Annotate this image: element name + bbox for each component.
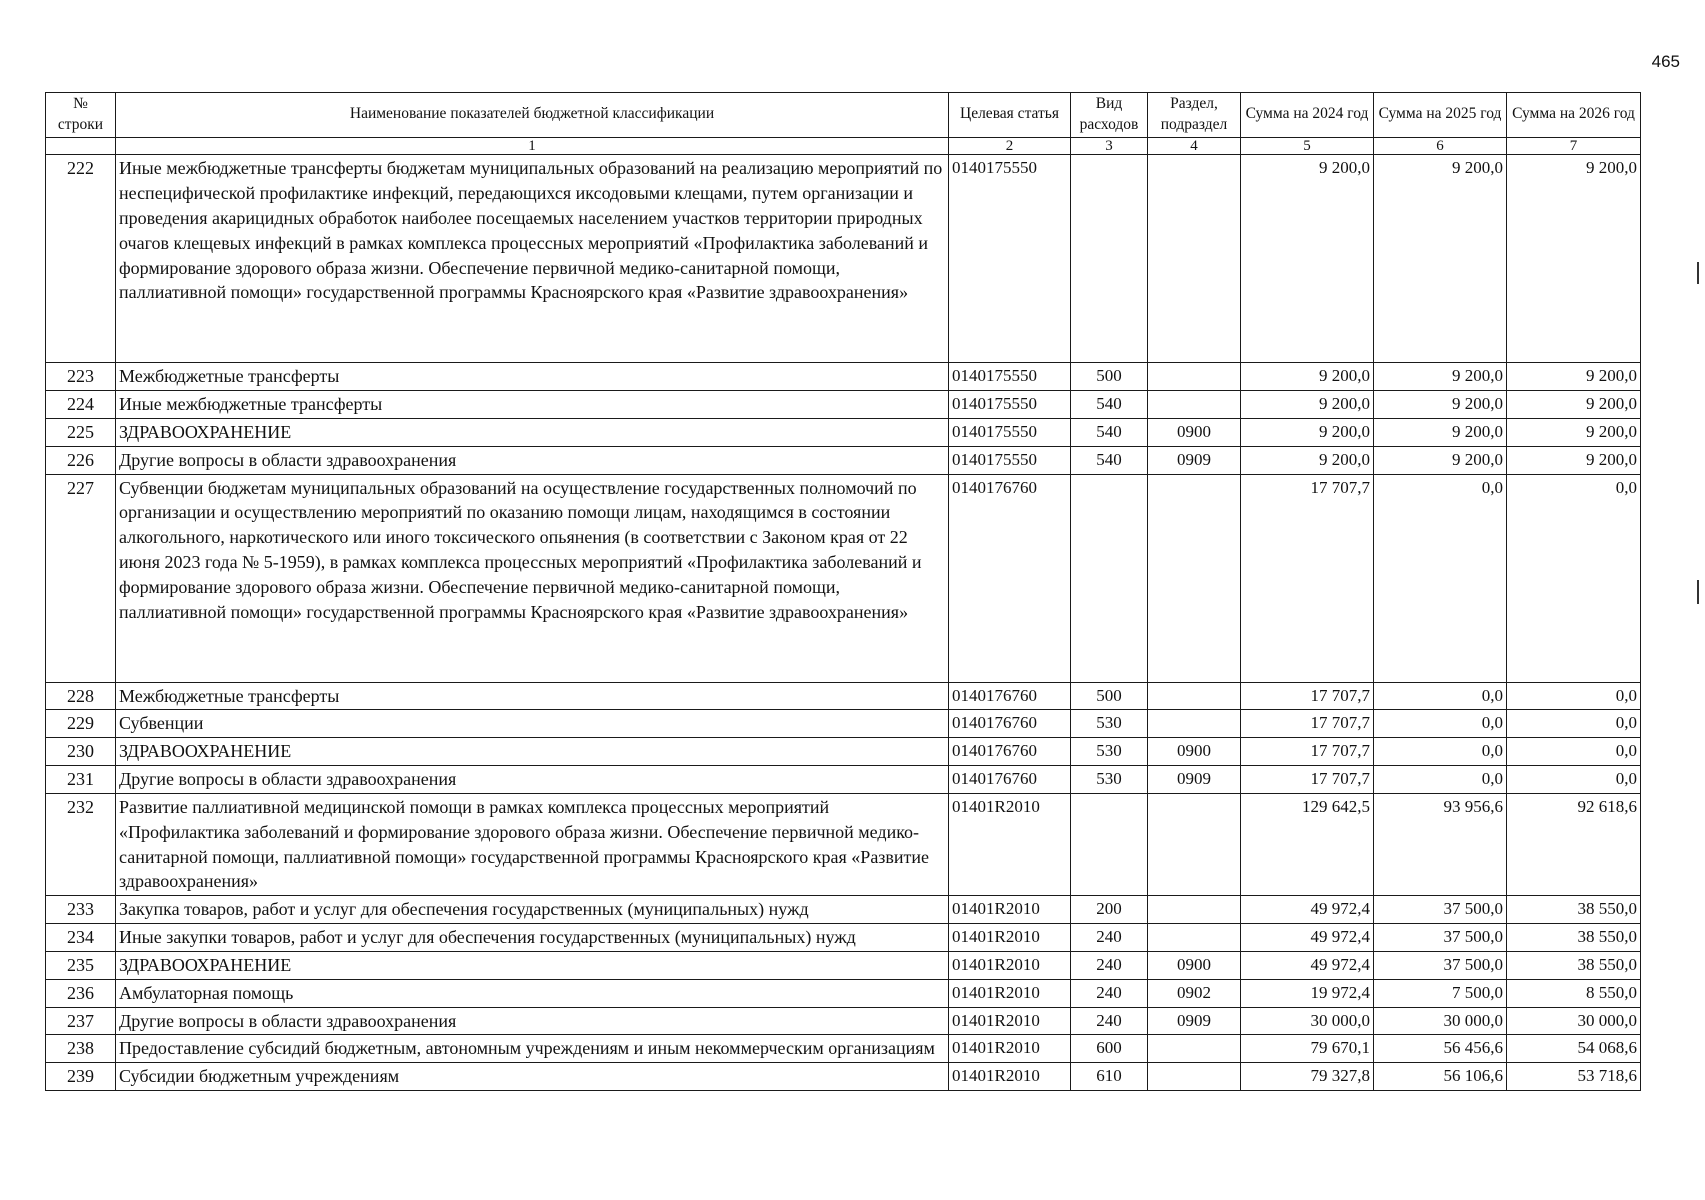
row-sum-2024: 129 642,5 [1241, 793, 1374, 895]
row-name: ЗДРАВООХРАНЕНИЕ [116, 738, 949, 766]
row-target: 0140175550 [949, 391, 1071, 419]
row-sum-2025: 7 500,0 [1374, 979, 1507, 1007]
header-expense-type: Вид расходов [1071, 93, 1148, 138]
row-name: ЗДРАВООХРАНЕНИЕ [116, 951, 949, 979]
row-target: 0140176760 [949, 766, 1071, 794]
row-number: 235 [46, 951, 116, 979]
row-sum-2026: 9 200,0 [1507, 363, 1641, 391]
row-sum-2026: 9 200,0 [1507, 155, 1641, 363]
column-number-row [46, 137, 1641, 155]
row-target: 0140176760 [949, 738, 1071, 766]
table-row [46, 896, 1641, 924]
table-row [46, 1007, 1641, 1035]
row-expense-type: 530 [1071, 766, 1148, 794]
row-expense-type: 600 [1071, 1035, 1148, 1063]
row-target: 0140176760 [949, 682, 1071, 710]
row-sum-2024: 17 707,7 [1241, 766, 1374, 794]
row-section: 0909 [1148, 1007, 1241, 1035]
column-number: 3 [1071, 137, 1148, 155]
row-sum-2026: 8 550,0 [1507, 979, 1641, 1007]
table-row [46, 979, 1641, 1007]
row-sum-2026: 9 200,0 [1507, 446, 1641, 474]
row-name: Амбулаторная помощь [116, 979, 949, 1007]
row-name: Другие вопросы в области здравоохранения [116, 766, 949, 794]
row-sum-2026: 0,0 [1507, 474, 1641, 682]
table-row [46, 363, 1641, 391]
column-number: 6 [1374, 137, 1507, 155]
header-sum-2024: Сумма на 2024 год [1241, 93, 1374, 138]
row-sum-2025: 0,0 [1374, 682, 1507, 710]
row-sum-2024: 49 972,4 [1241, 924, 1374, 952]
row-sum-2025: 37 500,0 [1374, 896, 1507, 924]
row-sum-2024: 49 972,4 [1241, 896, 1374, 924]
row-sum-2026: 0,0 [1507, 738, 1641, 766]
row-sum-2025: 9 200,0 [1374, 155, 1507, 363]
row-name: Межбюджетные трансферты [116, 363, 949, 391]
row-section [1148, 474, 1241, 682]
column-number: 5 [1241, 137, 1374, 155]
row-number: 236 [46, 979, 116, 1007]
row-name: Закупка товаров, работ и услуг для обеспечения государственных (муниципальных) нужд [116, 896, 949, 924]
row-target: 01401R2010 [949, 793, 1071, 895]
row-sum-2026: 9 200,0 [1507, 391, 1641, 419]
row-sum-2024: 19 972,4 [1241, 979, 1374, 1007]
row-number: 223 [46, 363, 116, 391]
row-number: 239 [46, 1063, 116, 1091]
row-number: 237 [46, 1007, 116, 1035]
row-sum-2025: 30 000,0 [1374, 1007, 1507, 1035]
row-number: 231 [46, 766, 116, 794]
row-expense-type: 240 [1071, 1007, 1148, 1035]
row-number: 230 [46, 738, 116, 766]
row-name: Субсидии бюджетным учреждениям [116, 1063, 949, 1091]
row-expense-type: 610 [1071, 1063, 1148, 1091]
row-number: 227 [46, 474, 116, 682]
row-sum-2025: 0,0 [1374, 738, 1507, 766]
row-expense-type [1071, 793, 1148, 895]
scan-margin-mark [1697, 580, 1699, 604]
row-expense-type: 240 [1071, 924, 1148, 952]
header-section: Раздел, подраздел [1148, 93, 1241, 138]
row-sum-2026: 9 200,0 [1507, 419, 1641, 447]
row-section [1148, 710, 1241, 738]
row-target: 0140176760 [949, 710, 1071, 738]
row-sum-2026: 0,0 [1507, 766, 1641, 794]
row-sum-2025: 93 956,6 [1374, 793, 1507, 895]
row-name: Иные межбюджетные трансферты [116, 391, 949, 419]
row-number: 229 [46, 710, 116, 738]
row-sum-2024: 79 670,1 [1241, 1035, 1374, 1063]
row-section [1148, 924, 1241, 952]
row-sum-2026: 38 550,0 [1507, 924, 1641, 952]
row-name: Развитие паллиативной медицинской помощи в рамках комплекса процессных мероприятий «Профилактика заболеваний и формирование здорового образа жизни. Обеспечение первичной медико-санитарной помощи, паллиативной помощи» государственной программы Красноярского края «Развитие здравоохранения» [116, 793, 949, 895]
row-sum-2024: 49 972,4 [1241, 951, 1374, 979]
row-section: 0900 [1148, 951, 1241, 979]
row-name: Иные межбюджетные трансферты бюджетам муниципальных образований на реализацию мероприятий по неспецифической профилактике инфекций, передающихся иксодовыми клещами, путем организации и проведения акарицидных обработок наиболее посещаемых населением участков территории природных очагов клещевых инфекций в рамках комплекса процессных мероприятий «Профилактика заболеваний и формирование здорового образа жизни. Обеспечение первичной медико-санитарной помощи, паллиативной помощи» государственной программы Красноярского края «Развитие здравоохранения» [116, 155, 949, 363]
row-target: 0140175550 [949, 419, 1071, 447]
row-section: 0900 [1148, 738, 1241, 766]
table-row [46, 446, 1641, 474]
table-row [46, 766, 1641, 794]
row-section: 0900 [1148, 419, 1241, 447]
column-number: 7 [1507, 137, 1641, 155]
row-section: 0902 [1148, 979, 1241, 1007]
row-section: 0909 [1148, 446, 1241, 474]
row-expense-type: 500 [1071, 682, 1148, 710]
row-name: Другие вопросы в области здравоохранения [116, 1007, 949, 1035]
row-expense-type: 530 [1071, 738, 1148, 766]
header-sum-2025: Сумма на 2025 год [1374, 93, 1507, 138]
row-sum-2025: 56 456,6 [1374, 1035, 1507, 1063]
row-sum-2025: 0,0 [1374, 766, 1507, 794]
row-sum-2025: 9 200,0 [1374, 363, 1507, 391]
row-expense-type [1071, 474, 1148, 682]
row-section [1148, 391, 1241, 419]
row-sum-2024: 9 200,0 [1241, 391, 1374, 419]
row-sum-2026: 54 068,6 [1507, 1035, 1641, 1063]
row-target: 01401R2010 [949, 896, 1071, 924]
row-section [1148, 682, 1241, 710]
row-section [1148, 363, 1241, 391]
row-name: Другие вопросы в области здравоохранения [116, 446, 949, 474]
header-row-no: № строки [46, 93, 116, 138]
table-row [46, 1035, 1641, 1063]
column-number [46, 137, 116, 155]
table-row [46, 391, 1641, 419]
header-target: Целевая статья [949, 93, 1071, 138]
row-expense-type [1071, 155, 1148, 363]
table-header-row [46, 93, 1641, 138]
row-expense-type: 530 [1071, 710, 1148, 738]
table-row [46, 682, 1641, 710]
row-sum-2024: 9 200,0 [1241, 363, 1374, 391]
row-expense-type: 240 [1071, 979, 1148, 1007]
row-sum-2025: 0,0 [1374, 710, 1507, 738]
row-sum-2025: 9 200,0 [1374, 446, 1507, 474]
row-name: Субвенции [116, 710, 949, 738]
row-sum-2025: 0,0 [1374, 474, 1507, 682]
row-section [1148, 896, 1241, 924]
row-expense-type: 500 [1071, 363, 1148, 391]
row-sum-2026: 38 550,0 [1507, 951, 1641, 979]
row-section [1148, 1035, 1241, 1063]
row-sum-2024: 17 707,7 [1241, 474, 1374, 682]
row-sum-2026: 30 000,0 [1507, 1007, 1641, 1035]
row-section: 0909 [1148, 766, 1241, 794]
table-row [46, 419, 1641, 447]
budget-classification-table [45, 92, 1641, 1091]
row-target: 0140175550 [949, 155, 1071, 363]
header-sum-2026: Сумма на 2026 год [1507, 93, 1641, 138]
row-sum-2026: 0,0 [1507, 710, 1641, 738]
row-target: 01401R2010 [949, 1035, 1071, 1063]
row-target: 0140176760 [949, 474, 1071, 682]
row-number: 228 [46, 682, 116, 710]
row-target: 01401R2010 [949, 979, 1071, 1007]
row-number: 226 [46, 446, 116, 474]
row-expense-type: 240 [1071, 951, 1148, 979]
row-sum-2024: 17 707,7 [1241, 710, 1374, 738]
row-number: 225 [46, 419, 116, 447]
row-name: Межбюджетные трансферты [116, 682, 949, 710]
row-section [1148, 793, 1241, 895]
table-row [46, 1063, 1641, 1091]
table-row [46, 474, 1641, 682]
row-name: Субвенции бюджетам муниципальных образований на осуществление государственных полномочий по организации и осуществлению мероприятий по оказанию помощи лицам, находящимся в состоянии алкогольного, наркотического или иного токсического опьянения (в соответствии с Законом края от 22 июня 2023 года № 5-1959), в рамках комплекса процессных мероприятий «Профилактика заболеваний и формирование здорового образа жизни. Обеспечение первичной медико-санитарной помощи, паллиативной помощи» государственной программы Красноярского края «Развитие здравоохранения» [116, 474, 949, 682]
row-number: 224 [46, 391, 116, 419]
header-name: Наименование показателей бюджетной классификации [116, 93, 949, 138]
column-number: 2 [949, 137, 1071, 155]
row-section [1148, 155, 1241, 363]
row-sum-2026: 53 718,6 [1507, 1063, 1641, 1091]
row-sum-2025: 9 200,0 [1374, 391, 1507, 419]
row-sum-2024: 17 707,7 [1241, 682, 1374, 710]
row-expense-type: 540 [1071, 391, 1148, 419]
table-row [46, 710, 1641, 738]
table-row [46, 738, 1641, 766]
row-target: 01401R2010 [949, 1007, 1071, 1035]
row-target: 01401R2010 [949, 1063, 1071, 1091]
row-name: ЗДРАВООХРАНЕНИЕ [116, 419, 949, 447]
row-sum-2024: 9 200,0 [1241, 446, 1374, 474]
row-number: 222 [46, 155, 116, 363]
row-expense-type: 200 [1071, 896, 1148, 924]
row-sum-2024: 9 200,0 [1241, 155, 1374, 363]
row-name: Предоставление субсидий бюджетным, автономным учреждениям и иным некоммерческим организациям [116, 1035, 949, 1063]
row-sum-2026: 0,0 [1507, 682, 1641, 710]
row-target: 01401R2010 [949, 951, 1071, 979]
row-target: 01401R2010 [949, 924, 1071, 952]
row-section [1148, 1063, 1241, 1091]
table-row [46, 793, 1641, 895]
column-number: 4 [1148, 137, 1241, 155]
row-sum-2026: 92 618,6 [1507, 793, 1641, 895]
row-sum-2025: 37 500,0 [1374, 924, 1507, 952]
row-target: 0140175550 [949, 363, 1071, 391]
row-sum-2024: 30 000,0 [1241, 1007, 1374, 1035]
row-number: 232 [46, 793, 116, 895]
row-sum-2024: 79 327,8 [1241, 1063, 1374, 1091]
row-number: 233 [46, 896, 116, 924]
row-expense-type: 540 [1071, 419, 1148, 447]
row-sum-2025: 9 200,0 [1374, 419, 1507, 447]
table-row [46, 155, 1641, 363]
table-row [46, 924, 1641, 952]
page-number: 465 [1651, 52, 1680, 71]
row-expense-type: 540 [1071, 446, 1148, 474]
row-sum-2026: 38 550,0 [1507, 896, 1641, 924]
row-sum-2025: 56 106,6 [1374, 1063, 1507, 1091]
row-number: 234 [46, 924, 116, 952]
table-row [46, 951, 1641, 979]
row-name: Иные закупки товаров, работ и услуг для обеспечения государственных (муниципальных) нужд [116, 924, 949, 952]
row-sum-2024: 9 200,0 [1241, 419, 1374, 447]
column-number: 1 [116, 137, 949, 155]
row-sum-2025: 37 500,0 [1374, 951, 1507, 979]
row-target: 0140175550 [949, 446, 1071, 474]
row-sum-2024: 17 707,7 [1241, 738, 1374, 766]
row-number: 238 [46, 1035, 116, 1063]
scan-margin-mark [1697, 262, 1699, 284]
